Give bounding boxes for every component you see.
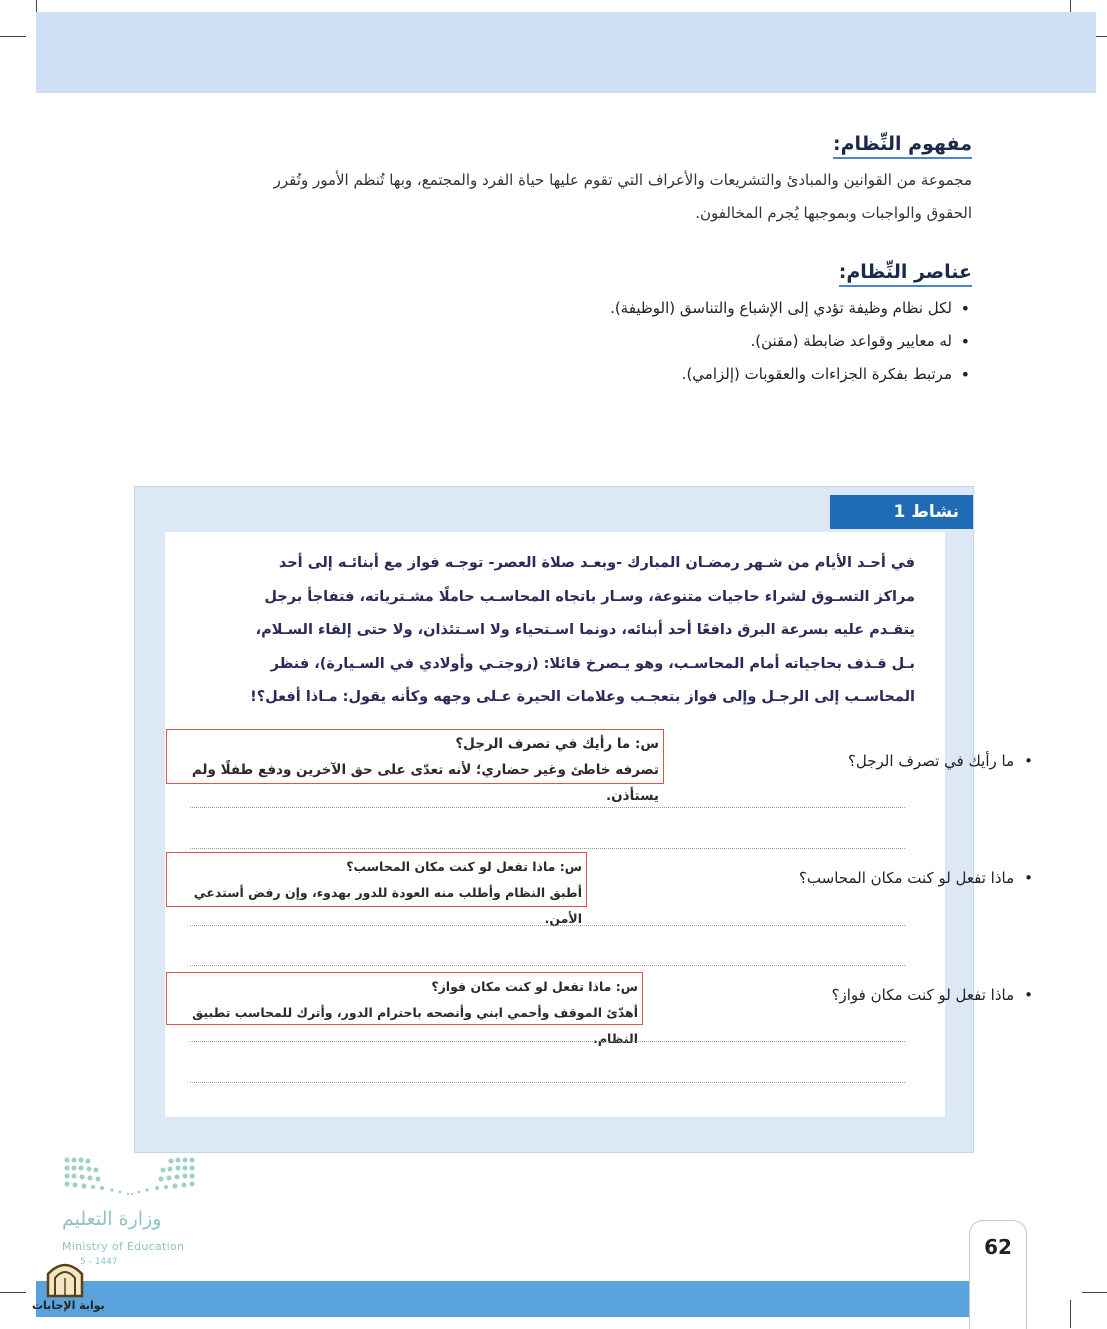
ministry-name-en: Ministry of Education xyxy=(62,1240,185,1253)
list-item: • مرتبط بفكرة الجزاءات والعقوبات (إلزامي). xyxy=(132,358,972,391)
activity-box xyxy=(134,486,974,1153)
answer-line[interactable] xyxy=(190,1082,905,1083)
answer-line[interactable] xyxy=(190,848,905,849)
story-line: بـل قـذف بحاجياته أمام المحاسـب، وهو يـصرخ قائلا: (زوجتـي وأولادي في السـيارة)، فنظر xyxy=(270,655,915,672)
answer-line[interactable] xyxy=(190,925,905,926)
answer-line[interactable] xyxy=(190,807,905,808)
answer-text: أهدّئ الموقف وأحمي ابني وأنصحه باحترام الدور، وأترك للمحاسب تطبيق النظام. xyxy=(192,1005,638,1046)
activity-tab: نشاط 1 xyxy=(830,495,973,529)
ministry-name-ar: وزارة التعليم xyxy=(62,1208,162,1230)
answer-box-1 xyxy=(166,729,664,804)
answer-box-3 xyxy=(166,972,643,1046)
list-item: • لكل نظام وظيفة تؤدي إلى الإشباع والتناسق (الوظيفة). xyxy=(132,292,972,325)
bullet-icon: • xyxy=(1024,986,1033,1004)
concept-line: الحقوق والواجبات وبموجبها يُجرم المخالفون. xyxy=(695,204,972,222)
gate-logo-icon xyxy=(44,1256,86,1298)
crop-mark xyxy=(1070,1300,1071,1328)
answer-question: س: ماذا تفعل لو كنت مكان فواز؟ xyxy=(431,979,638,994)
footer-band xyxy=(36,1281,971,1317)
answer-line[interactable] xyxy=(190,1041,905,1042)
question-label: ماذا تفعل لو كنت مكان فواز؟ xyxy=(831,986,1015,1004)
site-label: بوابة الإجابات xyxy=(32,1299,105,1312)
ministry-logo-icon xyxy=(62,1155,197,1200)
header-band xyxy=(36,12,1096,93)
question-1 xyxy=(848,752,1033,770)
answer-box-2 xyxy=(166,852,587,926)
elements-list xyxy=(132,292,972,391)
question-label: ما رأيك في تصرف الرجل؟ xyxy=(847,752,1015,770)
crop-mark xyxy=(0,1292,26,1293)
page-number-tab xyxy=(969,1220,1027,1329)
story-line: مراكز التسـوق لشراء حاجيات متنوعة، وسـار باتجاه المحاسـب حاملًا مشـترياته، فتفاجأ برجل xyxy=(264,588,915,605)
question-3 xyxy=(832,986,1033,1004)
answer-text: أطبق النظام وأطلب منه العودة للدور بهدوء، وإن رفض أستدعي الأمن. xyxy=(193,885,582,926)
question-2 xyxy=(799,869,1033,887)
concept-line: مجموعة من القوانين والمبادئ والتشريعات والأعراف التي تقوم عليها حياة الفرد والمجتمع، وبها تُنظم الأمور وتُقرر xyxy=(273,171,972,189)
bullet-icon: • xyxy=(1024,869,1033,887)
activity-story xyxy=(180,547,915,715)
concept-title: مفهوم النِّظام: xyxy=(833,133,972,159)
story-line: يتقـدم عليه بسرعة البرق دافعًا أحد أبنائه، دونما اسـتحياء ولا اسـتئذان، ولا حتى إلقاء السـلام، xyxy=(255,622,915,638)
story-line: في أحـد الأيام من شـهر رمضـان المبارك -وبعـد صلاة العصر- توجـه فواز مع أبنائـه إلى أحد xyxy=(278,555,915,571)
crop-mark xyxy=(0,36,26,37)
elements-title: عناصر النِّظام: xyxy=(839,261,972,287)
answer-text: تصرفه خاطئ وغير حضاري؛ لأنه تعدّى على حق الآخرين ودفع طفلًا ولم يستأذن. xyxy=(191,762,659,804)
answer-line[interactable] xyxy=(190,965,905,966)
answer-question: س: ماذا تفعل لو كنت مكان المحاسب؟ xyxy=(346,859,582,874)
list-item: • له معايير وقواعد ضابطة (مقنن). xyxy=(132,325,972,358)
page-number: 62 xyxy=(984,1235,1012,1259)
crop-mark xyxy=(1082,1292,1107,1293)
answer-question: س: ما رأيك في تصرف الرجل؟ xyxy=(455,736,659,752)
year-label: 5 - 1447 xyxy=(80,1257,118,1267)
question-label: ماذا تفعل لو كنت مكان المحاسب؟ xyxy=(798,869,1015,887)
concept-definition xyxy=(132,164,972,230)
bullet-icon: • xyxy=(1024,752,1033,770)
story-line: المحاسـب إلى الرجـل وإلى فواز بتعجـب وعلامات الحيرة عـلى وجهه وكأنه يقول: مـاذا أفعل؟! xyxy=(250,689,915,705)
